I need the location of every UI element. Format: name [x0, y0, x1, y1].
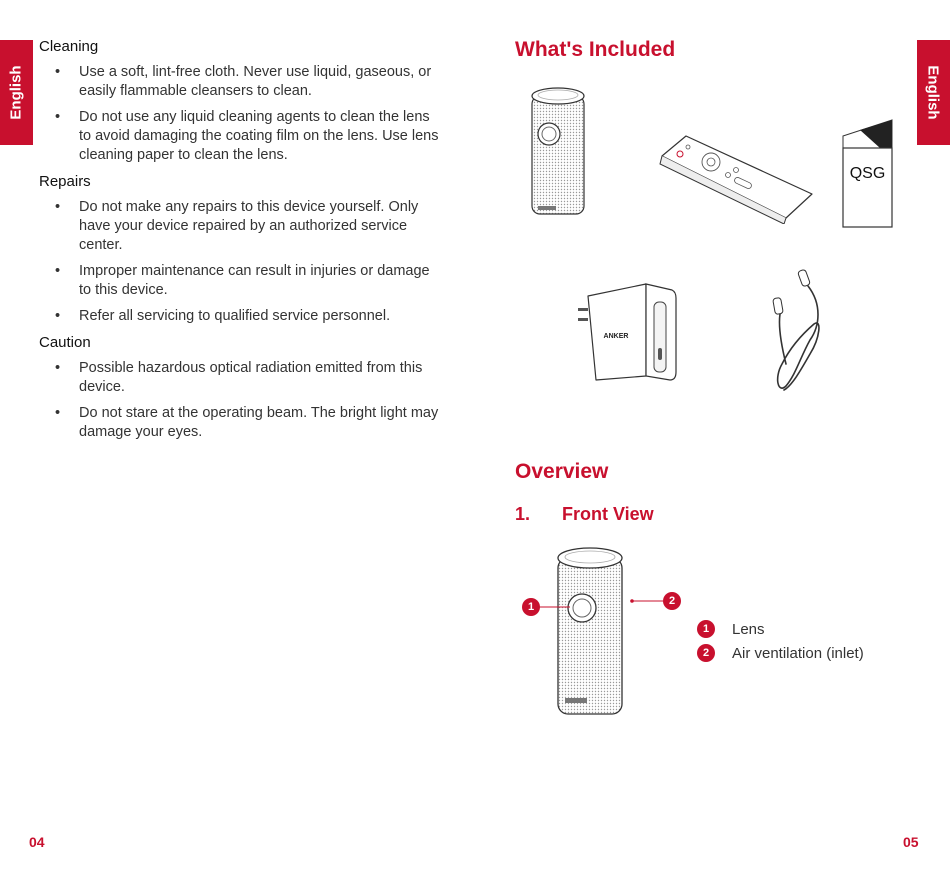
whats-included-heading: What's Included	[515, 38, 676, 61]
legend-2-label: Air ventilation (inlet)	[732, 644, 864, 662]
callout-1-marker: 1	[522, 598, 540, 616]
list-item: • Do not make any repairs to this device yourself. Only have your device repaired by an authorized service center.	[39, 198, 439, 255]
list-item: • Refer all servicing to qualified service personnel.	[39, 307, 439, 326]
list-item: • Use a soft, lint-free cloth. Never use liquid, gaseous, or easily flammable cleansers to clean.	[39, 63, 439, 101]
front-view-number: 1.	[515, 504, 531, 524]
list-item: • Possible hazardous optical radiation emitted from this device.	[39, 359, 439, 397]
repairs-heading: Repairs	[39, 173, 91, 190]
list-item: • Improper maintenance can result in injuries or damage to this device.	[39, 262, 439, 300]
front-view-projector-illustration	[555, 546, 625, 720]
callout-2-marker: 2	[663, 592, 681, 610]
qsg-label: QSG	[849, 165, 886, 182]
cleaning-list	[39, 63, 439, 165]
remote-illustration	[656, 128, 816, 224]
list-item: • Do not stare at the operating beam. The bright light may damage your eyes.	[39, 404, 439, 442]
list-item: • Do not use any liquid cleaning agents to clean the lens to avoid damaging the coating film on the lens. Use lens cleaning paper to clean the lens.	[39, 108, 439, 165]
language-tab-left-label: English	[8, 65, 26, 120]
legend-2-marker: 2	[697, 644, 715, 662]
usb-c-cable-illustration	[770, 268, 830, 396]
caution-heading: Caution	[39, 334, 91, 351]
language-tab-left	[0, 40, 33, 145]
charger-brand-logo: ANKER	[603, 333, 629, 340]
cleaning-heading: Cleaning	[39, 38, 99, 55]
charger-illustration	[576, 280, 682, 386]
safety-section	[39, 38, 439, 450]
language-tab-right-label: English	[925, 65, 943, 120]
overview-heading: Overview	[515, 460, 609, 483]
caution-list	[39, 359, 439, 442]
front-view-title: Front View	[562, 504, 654, 524]
projector-illustration	[530, 86, 586, 222]
front-view-heading	[515, 504, 654, 525]
legend-1-label: Lens	[732, 620, 765, 638]
page-number-left: 04	[29, 834, 45, 850]
language-tab-right	[917, 40, 950, 145]
legend-row-ventilation	[697, 644, 864, 662]
qsg-booklet-illustration	[840, 118, 896, 230]
legend-row-lens	[697, 620, 765, 638]
repairs-list	[39, 198, 439, 326]
legend-1-marker: 1	[697, 620, 715, 638]
page-number-right: 05	[903, 834, 919, 850]
